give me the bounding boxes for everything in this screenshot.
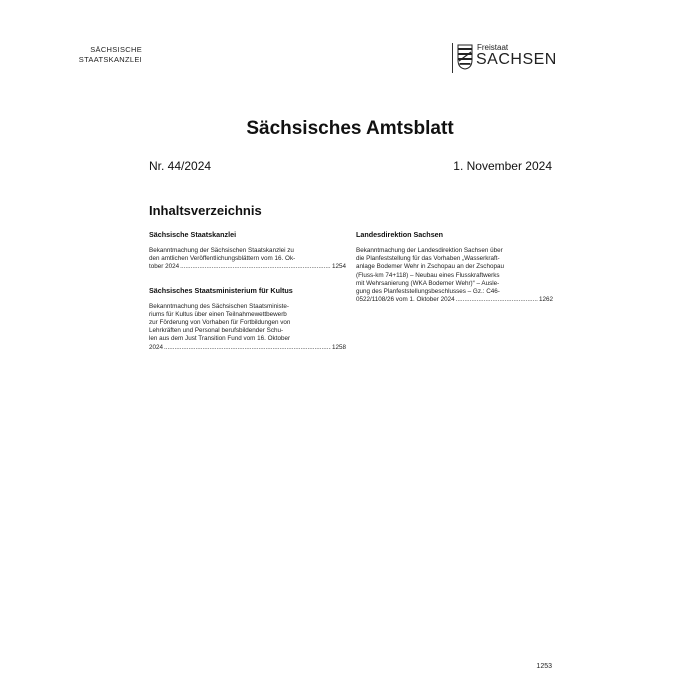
toc-section-title: Sächsisches Staatsministerium für Kultus [149,285,293,295]
toc-entry-line: (Fluss-km 74+118) – Neubau eines Flusskraftwerks [356,271,500,279]
page-number: 1253 [536,663,552,670]
toc-entry-line: 2024 [149,343,164,351]
toc-left-column [149,230,346,366]
toc-entry-line: zur Förderung von Vorhaben für Fortbildungen von [149,319,291,327]
issue-number: Nr. 44/2024 [149,159,212,173]
toc-page-number: 1262 [538,296,553,304]
toc-entry[interactable] [356,247,553,304]
toc-section-title: Landesdirektion Sachsen [356,230,444,239]
toc-entry-line: Bekanntmachung der Landesdirektion Sachsen über [356,247,503,254]
toc-entry-last-line [356,296,553,304]
toc-heading: Inhaltsverzeichnis [149,203,262,218]
issue-date: 1. November 2024 [453,159,552,173]
toc-entry-line: tober 2024 [149,263,180,271]
toc-entry-line: mit Wehrsanierung (WKA Bodemer Wehr)“ – Ausle- [356,279,500,287]
toc-entry-line: Bekanntmachung der Sächsischen Staatskanzlei zu [149,247,294,254]
document-title: Sächsisches Amtsblatt [246,118,454,139]
toc-entry-last-line [149,263,346,271]
toc-page-number: 1254 [331,263,346,271]
logo-divider [452,43,453,73]
dot-leader [456,296,538,304]
toc-entry[interactable] [149,303,346,352]
dot-leader [180,263,331,271]
toc-entry-line: Bekanntmachung des Sächsischen Staatsministe- [149,302,290,310]
toc-entry-line: Lehrkräften und Personal berufsbildender Schu- [149,327,284,335]
toc-entry-line: 0522/1108/26 vom 1. Oktober 2024 [356,296,455,304]
toc-entry-line: len aus dem Just Transition Fund vom 16. Oktober [149,335,291,343]
logo-freistaat: Freistaat [477,43,509,52]
toc-entry-line: anlage Bodemer Wehr in Zschopau an der Zschopau [356,263,504,271]
toc-page-number: 1258 [331,343,346,351]
staatskanzlei-logo-text [62,45,142,65]
saxony-coat-of-arms-icon [457,44,473,70]
toc-section-title: Sächsische Staatskanzlei [149,230,237,239]
toc-entry-line: den amtlichen Veröffentlichungsblättern vom 16. Ok- [149,255,296,263]
toc-entry[interactable] [149,247,346,272]
logo-left-line2: STAATSKANZLEI [78,55,142,64]
logo-sachsen: SACHSEN [476,51,557,68]
logo-left-line1: SÄCHSISCHE [90,45,142,54]
toc-entry-line: riums für Kultus über einen Teilnahmewettbewerb [149,310,287,318]
toc-entry-last-line [149,344,346,352]
toc-entry-line: die Planfeststellung für das Vorhaben „Wasserkraft- [356,255,500,263]
toc-entry-line: gung des Planfeststellungsbeschlusses – Gz.: C46- [356,288,500,296]
dot-leader [164,344,331,352]
toc-right-column [356,230,553,318]
